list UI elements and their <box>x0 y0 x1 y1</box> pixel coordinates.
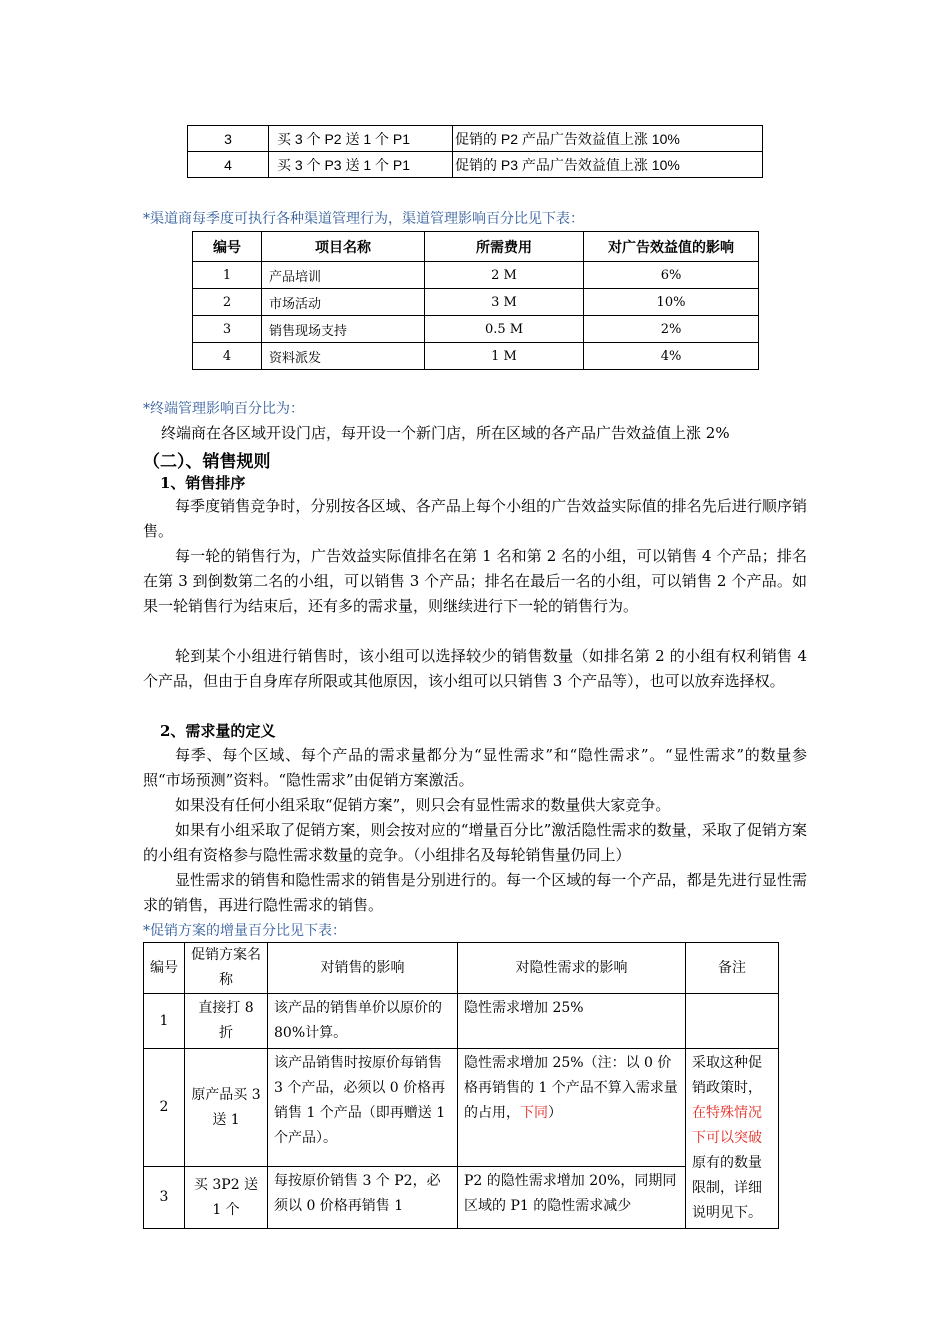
channel-management-table <box>192 231 759 370</box>
hidden-demand-effect <box>458 1049 686 1167</box>
item-name: 资料派发 <box>262 343 425 370</box>
header-no: 编号 <box>193 232 262 262</box>
promo-name: 买 3 个 P3 送 1 个 P1 <box>269 152 453 178</box>
row-number: 1 <box>193 262 262 289</box>
item-cost: 2 M <box>425 262 584 289</box>
paragraph: 如果有小组采取了促销方案，则会按对应的“增量百分比”激活隐性需求的数量，采取了促销方案的小组有资格参与隐性需求数量的竞争。（小组排名及每轮销售量仍同上） <box>143 821 807 864</box>
item-effect: 4% <box>584 343 759 370</box>
item-cost: 3 M <box>425 289 584 316</box>
remark <box>686 1049 779 1229</box>
promo-name: 原产品买 3 送 1 <box>185 1049 268 1167</box>
row-number: 4 <box>188 152 269 178</box>
header-no: 编号 <box>144 943 185 994</box>
paragraph: 每季、每个区域、每个产品的需求量都分为“显性需求”和“隐性需求”。“显性需求”的数量参照“市场预测”资料。“隐性需求”由促销方案激活。 <box>143 746 807 789</box>
table-row <box>193 262 759 289</box>
terminal-text: 终端商在各区域开设门店，每开设一个新门店，所在区域的各产品广告效益值上涨 2% <box>161 424 730 442</box>
promo-effect-table <box>187 125 763 178</box>
row-number: 3 <box>144 1167 185 1229</box>
sales-effect: 每按原价销售 3 个 P2，必须以 0 价格再销售 1 <box>268 1167 458 1229</box>
paragraph: 每季度销售竞争时，分别按各区域、各产品上每个小组的广告效益实际值的排名先后进行顺序销售。 <box>143 497 807 540</box>
promo-effect: 促销的 P3 产品广告效益值上涨 10% <box>453 152 763 178</box>
subsection-title: 1、销售排序 <box>160 474 246 492</box>
hidden-demand-effect: 隐性需求增加 25% <box>458 994 686 1049</box>
table-row <box>193 316 759 343</box>
remark-empty <box>686 994 779 1049</box>
row-number: 3 <box>193 316 262 343</box>
table-row <box>188 126 763 152</box>
table-row <box>193 289 759 316</box>
table-header-row <box>144 943 779 994</box>
terminal-note: *终端管理影响百分比为： <box>143 401 304 417</box>
item-cost: 1 M <box>425 343 584 370</box>
remark-red-text: 在特殊情况下可以突破 <box>692 1105 762 1146</box>
header-name: 促销方案名称 <box>185 943 268 994</box>
header-hidden: 对隐性需求的影响 <box>458 943 686 994</box>
promo-effect: 促销的 P2 产品广告效益值上涨 10% <box>453 126 763 152</box>
hidden-text: 隐性需求增加 25%（注：以 0 价格再销售的 1 个产品不算入需求量的占用， <box>464 1055 678 1121</box>
row-number: 4 <box>193 343 262 370</box>
item-effect: 2% <box>584 316 759 343</box>
paragraph: 如果没有任何小组采取“促销方案”，则只会有显性需求的数量供大家竞争。 <box>175 796 671 814</box>
hidden-demand-effect: P2 的隐性需求增加 20%，同期同区域的 P1 的隐性需求减少 <box>458 1167 686 1229</box>
item-effect: 10% <box>584 289 759 316</box>
promo-name: 直接打 8 折 <box>185 994 268 1049</box>
row-number: 1 <box>144 994 185 1049</box>
header-name: 项目名称 <box>262 232 425 262</box>
item-cost: 0.5 M <box>425 316 584 343</box>
remark-text: 采取这种促销政策时， <box>692 1055 762 1096</box>
paragraph: 轮到某个小组进行销售时，该小组可以选择较少的销售数量（如排名第 2 的小组有权利销售 4 个产品，但由于自身库存所限或其他原因，该小组可以只销售 3 个产品等），也可以放弃选择权。 <box>143 647 807 690</box>
promo-name: 买 3 个 P2 送 1 个 P1 <box>269 126 453 152</box>
sales-effect: 该产品销售时按原价每销售 3 个产品，必须以 0 价格再销售 1 个产品（即再赠送 1 个产品）。 <box>268 1049 458 1167</box>
item-name: 销售现场支持 <box>262 316 425 343</box>
section-title: （二）、销售规则 <box>143 452 271 472</box>
remark-text-end: 原有的数量限制，详细说明见下。 <box>692 1155 762 1221</box>
hidden-end: ） <box>548 1105 562 1121</box>
channel-note: *渠道商每季度可执行各种渠道管理行为，渠道管理影响百分比见下表： <box>143 211 584 227</box>
row-number: 3 <box>188 126 269 152</box>
table-row <box>144 994 779 1049</box>
promo-increment-table <box>143 942 779 1229</box>
table-row <box>193 343 759 370</box>
subsection-title: 2、需求量的定义 <box>160 722 276 740</box>
table-row <box>144 1167 779 1229</box>
table-header-row <box>193 232 759 262</box>
header-sales: 对销售的影响 <box>268 943 458 994</box>
item-name: 产品培训 <box>262 262 425 289</box>
row-number: 2 <box>193 289 262 316</box>
paragraph: 显性需求的销售和隐性需求的销售是分别进行的。每一个区域的每一个产品，都是先进行显性需求的销售，再进行隐性需求的销售。 <box>143 871 807 914</box>
sales-effect: 该产品的销售单价以原价的 80%计算。 <box>268 994 458 1049</box>
promo-name: 买 3P2 送 1 个 <box>185 1167 268 1229</box>
hidden-red-text: 下同 <box>520 1105 548 1121</box>
item-effect: 6% <box>584 262 759 289</box>
header-remark: 备注 <box>686 943 779 994</box>
header-effect: 对广告效益值的影响 <box>584 232 759 262</box>
table-row <box>188 152 763 178</box>
header-cost: 所需费用 <box>425 232 584 262</box>
promo-note: *促销方案的增量百分比见下表： <box>143 923 346 939</box>
row-number: 2 <box>144 1049 185 1167</box>
table-row <box>144 1049 779 1167</box>
item-name: 市场活动 <box>262 289 425 316</box>
paragraph: 每一轮的销售行为，广告效益实际值排名在第 1 名和第 2 名的小组，可以销售 4 个产品；排名在第 3 到倒数第二名的小组，可以销售 3 个产品；排名在最后一名的小组，可以销售 2 个产品。如果一轮销售行为结束后，还有多的需求量，则继续进行下一轮的销售行为。 <box>143 547 807 615</box>
